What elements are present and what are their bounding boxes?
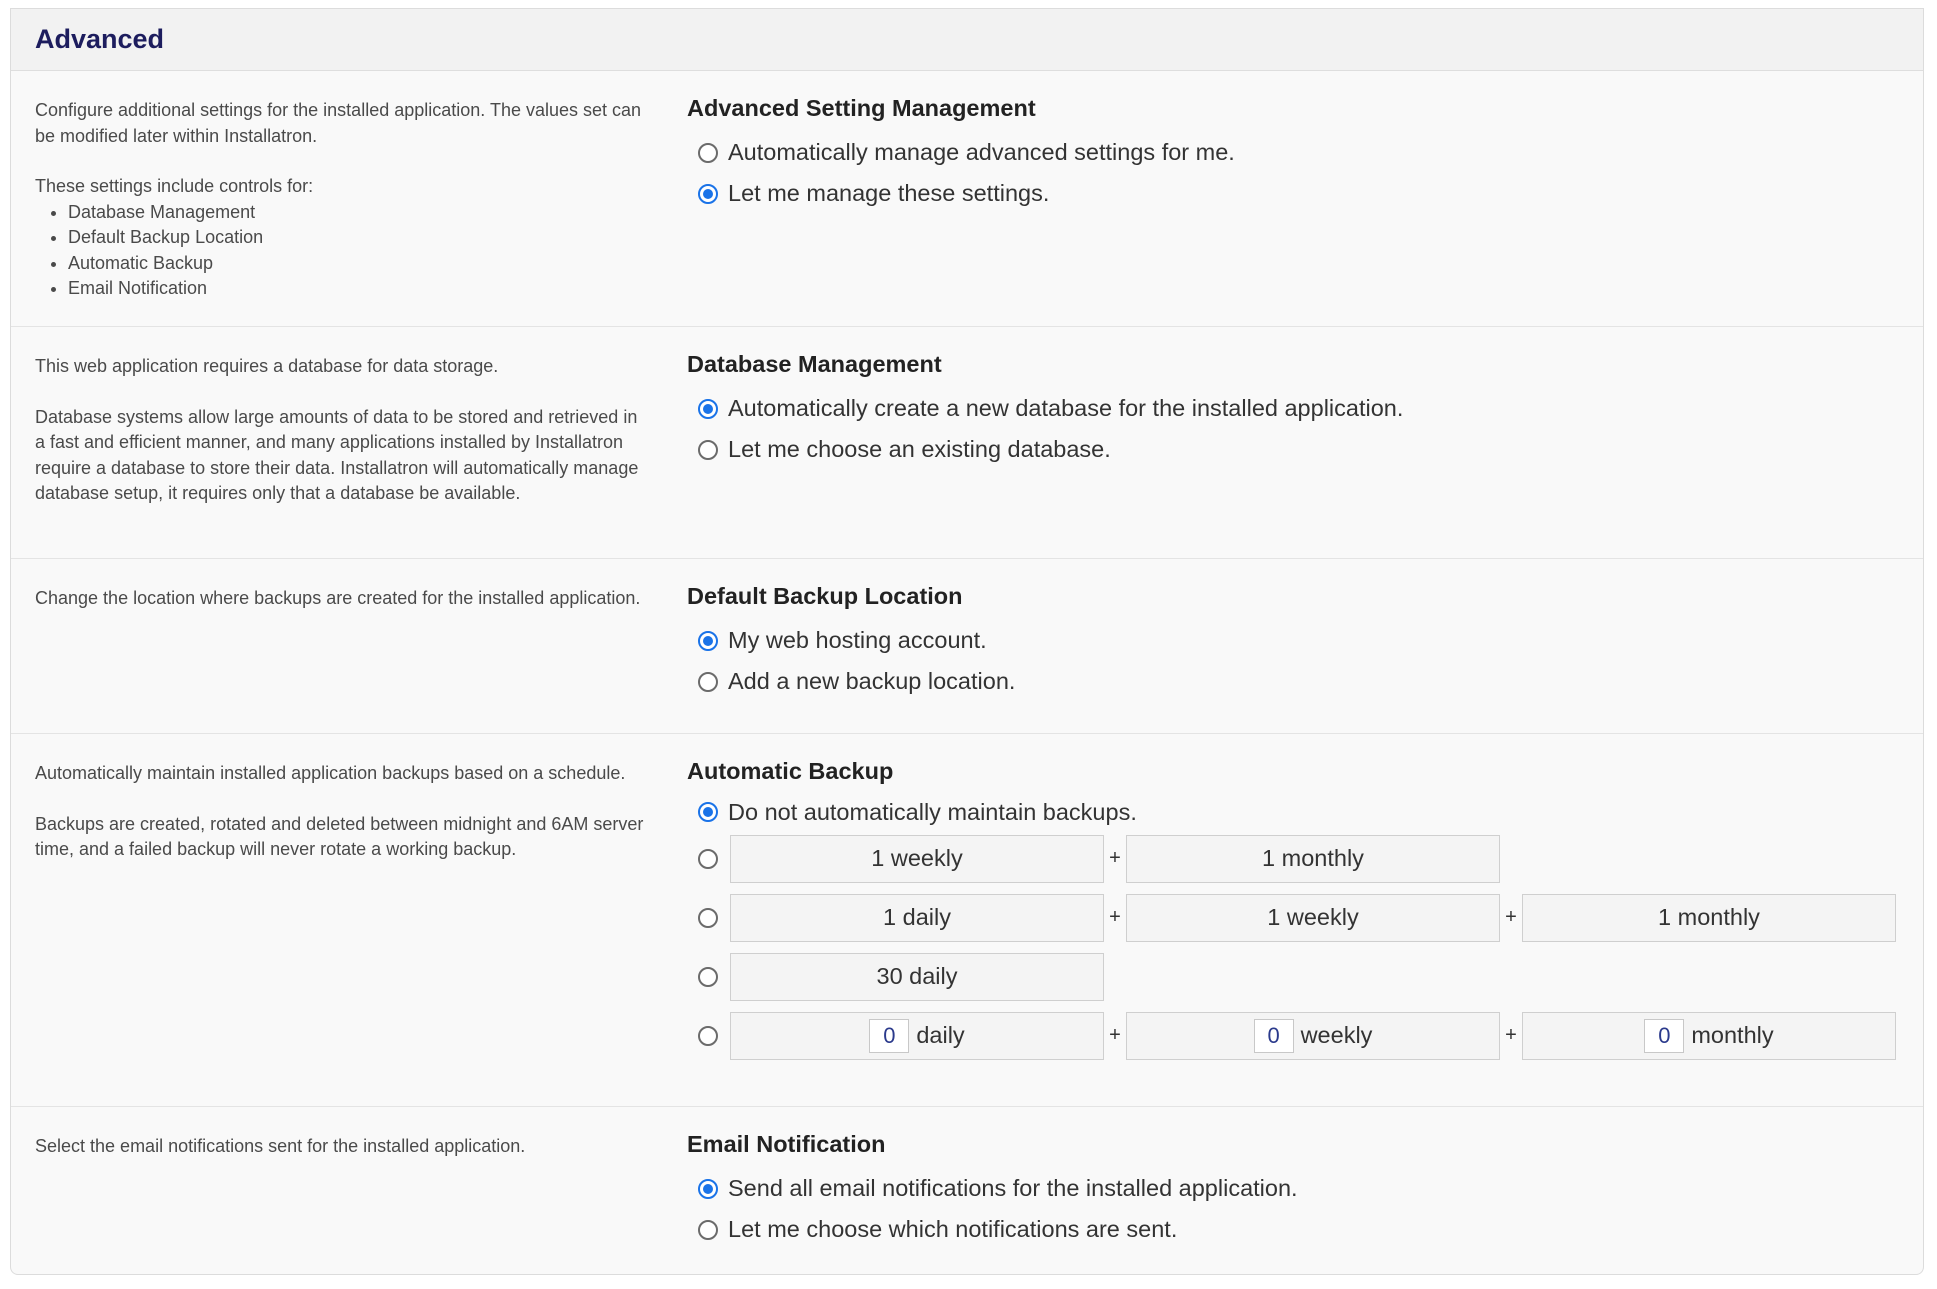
description-text: This web application requires a database for data storage.: [35, 356, 499, 376]
schedule-option-weekly-monthly[interactable]: [687, 829, 1923, 888]
radio-option-send-all-notifications[interactable]: [687, 1168, 1923, 1209]
list-item: • Default Backup Location: [68, 225, 645, 251]
radio-option-auto-manage[interactable]: [687, 132, 1923, 173]
description-text: Automatically maintain installed application backups based on a schedule.: [35, 763, 626, 783]
radio-option-no-backups[interactable]: [687, 795, 1923, 829]
panel-title: Advanced: [35, 24, 165, 54]
radio-label: Add a new backup location.: [728, 668, 1016, 694]
list-item: • Email Notification: [68, 276, 645, 302]
section-description: [35, 98, 645, 302]
plus-separator: +: [1109, 847, 1121, 869]
section-automatic-backup: [11, 733, 1923, 1107]
section-controls: [687, 583, 1923, 702]
section-controls: [687, 1131, 1923, 1250]
section-default-backup-location: [11, 558, 1923, 734]
section-description: [35, 586, 645, 637]
description-text: Backups are created, rotated and deleted between midnight and 6AM server time, and a failed backup will never rotate a working backup.: [35, 813, 644, 859]
section-advanced-setting-management: [11, 71, 1923, 326]
plus-separator: +: [1109, 906, 1121, 928]
radio-button[interactable]: [698, 440, 718, 460]
section-title: Advanced Setting Management: [687, 95, 1036, 121]
schedule-box: 1 monthly: [1522, 894, 1896, 942]
radio-label: Let me choose an existing database.: [728, 436, 1111, 462]
section-description: [35, 354, 645, 532]
radio-label: Let me manage these settings.: [728, 180, 1050, 206]
section-description: [35, 761, 645, 888]
schedule-box: 30 daily: [730, 953, 1104, 1001]
radio-button[interactable]: [698, 908, 718, 928]
unit-label: daily: [916, 1022, 965, 1048]
custom-daily-box: [730, 1012, 1104, 1060]
radio-option-existing-database[interactable]: [687, 429, 1923, 470]
custom-weekly-box: [1126, 1012, 1500, 1060]
section-title: Automatic Backup: [687, 758, 894, 784]
description-text: Change the location where backups are created for the installed application.: [35, 588, 641, 608]
radio-label: Let me choose which notifications are sent.: [728, 1216, 1178, 1242]
controls-list: [35, 200, 645, 302]
section-title: Email Notification: [687, 1131, 886, 1157]
radio-label: Send all email notifications for the installed application.: [728, 1175, 1298, 1201]
radio-label: Do not automatically maintain backups.: [728, 798, 1137, 825]
radio-button[interactable]: [698, 631, 718, 651]
radio-label: Automatically create a new database for the installed application.: [728, 395, 1404, 421]
schedule-option-daily-weekly-monthly[interactable]: [687, 888, 1923, 947]
description-text: Configure additional settings for the installed application. The values set can be modified later within Installatron.: [35, 100, 642, 146]
radio-label: Automatically manage advanced settings for me.: [728, 139, 1235, 165]
section-controls: [687, 95, 1923, 214]
radio-button[interactable]: [698, 1026, 718, 1046]
plus-separator: +: [1505, 906, 1517, 928]
radio-button[interactable]: [698, 802, 718, 822]
monthly-count-input[interactable]: 0: [1644, 1019, 1684, 1053]
section-controls: [687, 758, 1923, 1065]
radio-option-hosting-account[interactable]: [687, 620, 1923, 661]
section-title: Database Management: [687, 351, 942, 377]
unit-label: monthly: [1691, 1022, 1774, 1048]
radio-button[interactable]: [698, 143, 718, 163]
description-text: These settings include controls for:: [35, 176, 314, 196]
description-text: Database systems allow large amounts of data to be stored and retrieved in a fast and efficient manner, and many applications installed by Installatron require a database to store their data. Installatron will automatically manage database setup, it requires only that a database be available.: [35, 406, 639, 503]
daily-count-input[interactable]: 0: [869, 1019, 909, 1053]
schedule-option-custom[interactable]: [687, 1006, 1923, 1065]
schedule-box: 1 daily: [730, 894, 1104, 942]
radio-button[interactable]: [698, 1179, 718, 1199]
section-controls: [687, 351, 1923, 470]
section-database-management: [11, 326, 1923, 559]
section-email-notification: [11, 1106, 1923, 1275]
schedule-box: 1 weekly: [1126, 894, 1500, 942]
unit-label: weekly: [1300, 1022, 1373, 1048]
plus-separator: +: [1505, 1024, 1517, 1046]
radio-option-new-backup-location[interactable]: [687, 661, 1923, 702]
description-text: Select the email notifications sent for the installed application.: [35, 1136, 526, 1156]
radio-button[interactable]: [698, 399, 718, 419]
list-item: • Automatic Backup: [68, 251, 645, 277]
custom-monthly-box: [1522, 1012, 1896, 1060]
radio-button[interactable]: [698, 1220, 718, 1240]
schedule-box: 1 weekly: [730, 835, 1104, 883]
radio-option-manual-manage[interactable]: [687, 173, 1923, 214]
section-description: [35, 1134, 645, 1185]
radio-option-choose-notifications[interactable]: [687, 1209, 1923, 1250]
radio-button[interactable]: [698, 967, 718, 987]
advanced-panel: [10, 8, 1924, 1275]
schedule-option-30-daily[interactable]: [687, 947, 1923, 1006]
schedule-box: 1 monthly: [1126, 835, 1500, 883]
radio-button[interactable]: [698, 849, 718, 869]
radio-label: My web hosting account.: [728, 627, 987, 653]
radio-button[interactable]: [698, 184, 718, 204]
plus-separator: +: [1109, 1024, 1121, 1046]
panel-header: [11, 9, 1923, 71]
radio-option-create-database[interactable]: [687, 388, 1923, 429]
weekly-count-input[interactable]: 0: [1254, 1019, 1294, 1053]
list-item: • Database Management: [68, 200, 645, 226]
radio-button[interactable]: [698, 672, 718, 692]
section-title: Default Backup Location: [687, 583, 963, 609]
